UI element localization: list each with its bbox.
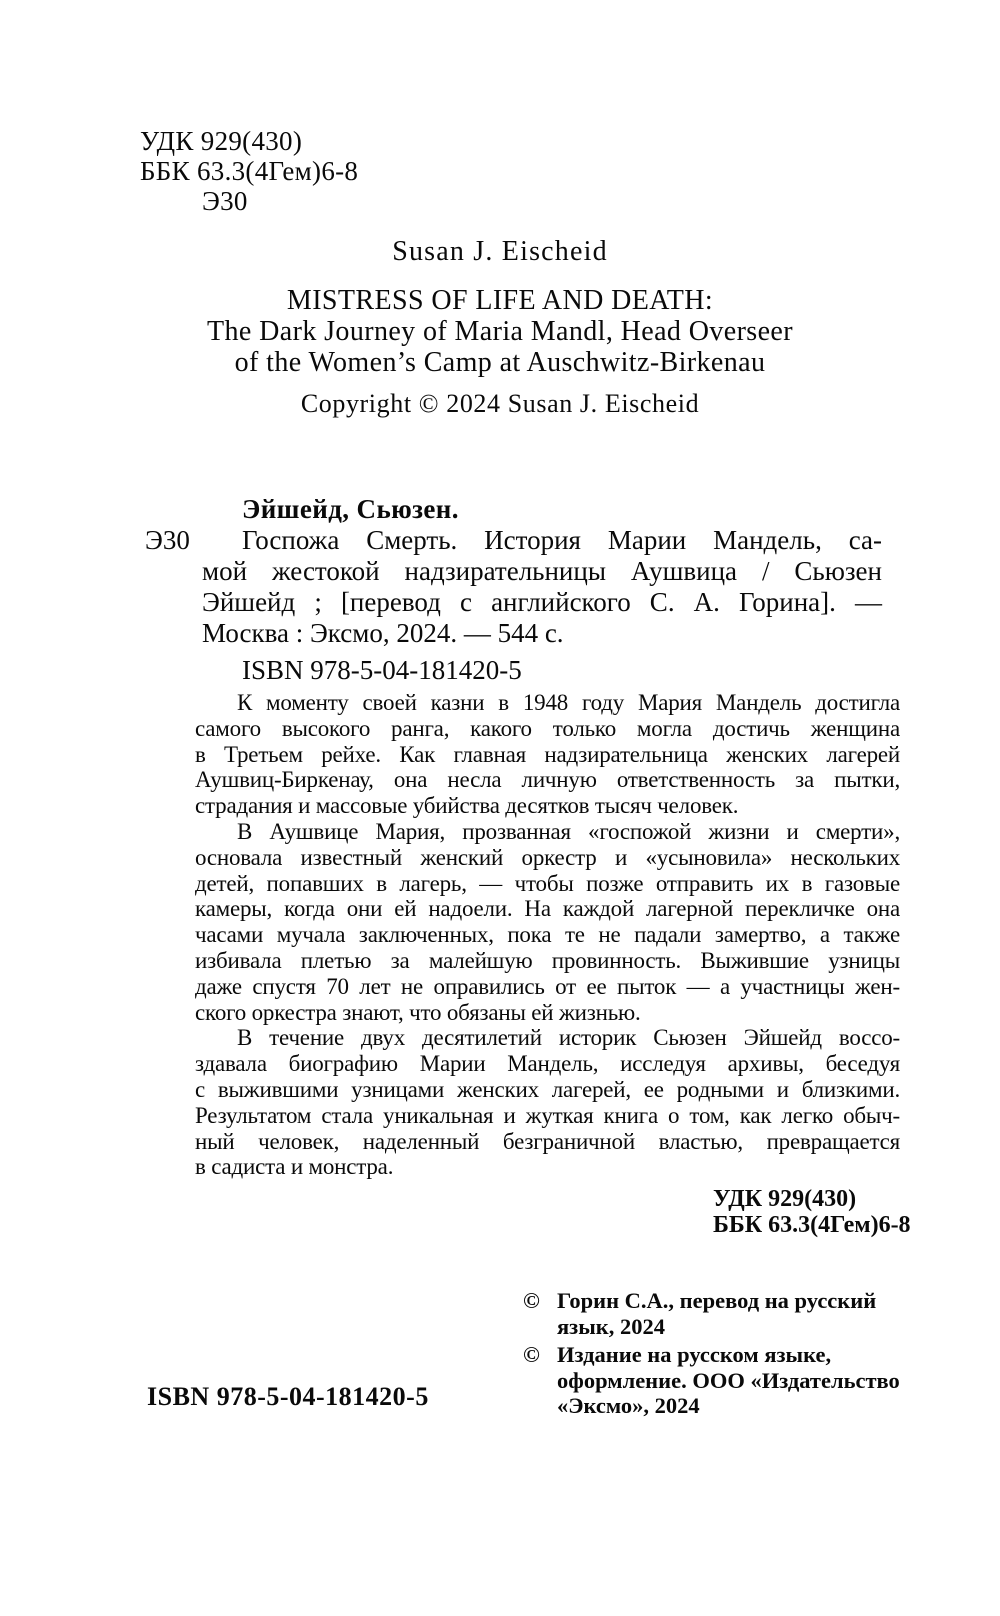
text-line: самого высокого ранга, какого только могла достичь женщина [195, 715, 900, 741]
udk-code-bottom: УДК 929(430) [713, 1186, 857, 1212]
credit-text [557, 1342, 913, 1419]
text-line: Результатом стала уникальная и жуткая книга о том, как легко обыч- [195, 1102, 900, 1128]
annotation-paragraph [195, 819, 900, 1025]
original-title-block [0, 236, 1000, 419]
original-copyright: Copyright © 2024 Susan J. Eischeid [300, 389, 700, 418]
text-line: оформление. ООО «Издательство [557, 1367, 900, 1393]
bbk-code-bottom: ББК 63.3(4Гем)6-8 [713, 1212, 911, 1238]
text-line: основала известный женский оркестр и «усыновила» нескольких [195, 844, 900, 870]
text-line: в садиста и монстра. [195, 1154, 394, 1180]
text-line: ского оркестра знают, что обязаны ей жизнью. [195, 999, 641, 1025]
copyright-credits [523, 1288, 913, 1419]
copyright-symbol: © [523, 1288, 540, 1313]
text-line: избивала плетью за малейшую провинность. Выжившие узницы [195, 947, 900, 973]
catalog-author-sign: Э30 [145, 525, 190, 555]
text-line: Издание на русском языке, [557, 1342, 832, 1367]
text-line: детей, попавших в лагерь, — чтобы позже отправить их в газовые [195, 870, 900, 896]
catalog-body [202, 494, 882, 686]
text-line: К моменту своей казни в 1948 году Мария Мандель достигла [237, 690, 900, 715]
text-line: «Эксмо», 2024 [557, 1393, 700, 1418]
text-line: Эйшейд ; [перевод с английского С. А. Горина]. — [202, 587, 882, 617]
copyright-symbol: © [523, 1342, 540, 1367]
bbk-code: ББК 63.3(4Гем)6-8 [140, 156, 359, 186]
catalog-card [145, 494, 882, 686]
text-line: Горин С.А., перевод на русский [557, 1288, 877, 1313]
text-line: мой жестокой надзирательницы Аушвица / Сьюзен [202, 556, 882, 586]
top-classification-codes [140, 126, 358, 216]
credit-item [523, 1288, 913, 1339]
text-line: MISTRESS OF LIFE AND DEATH: [286, 285, 714, 316]
text-line: часами мучала заключенных, пока те не падали замертво, а также [195, 922, 900, 948]
credit-item [523, 1342, 913, 1419]
text-line: The Dark Journey of Maria Mandl, Head Overseer [207, 316, 793, 347]
text-line: даже спустя 70 лет не оправились от ее пыток — а участницы жен- [195, 973, 900, 999]
text-line: страдания и массовые убийства десятков тысяч человек. [195, 793, 739, 819]
text-line: язык, 2024 [557, 1313, 665, 1339]
author-sign: Э30 [202, 186, 248, 216]
text-line: В Аушвице Мария, прозванная «госпожой жизни и смерти», [237, 818, 900, 844]
bottom-classification-codes [713, 1186, 911, 1238]
annotation-paragraph [195, 1025, 900, 1180]
text-line: с выжившими узницами женских лагерей, ее родными и близкими. [195, 1076, 900, 1102]
original-title [0, 285, 1000, 378]
credit-text [557, 1288, 913, 1339]
catalog-isbn: ISBN 978-5-04-181420-5 [242, 655, 522, 685]
text-line: of the Women’s Camp at Auschwitz-Birkenau [234, 347, 766, 378]
text-line: В течение двух десятилетий историк Сьюзен Эйшейд воссо- [237, 1025, 900, 1051]
catalog-description [202, 525, 882, 649]
text-line: камеры, когда они ей надоели. На каждой лагерной перекличке она [195, 896, 900, 922]
text-line: Аушвиц-Биркенау, она несла личную ответственность за пытки, [195, 767, 900, 793]
text-line: ный человек, наделенный безграничной властью, превращается [195, 1128, 900, 1154]
original-author: Susan J. Eischeid [392, 236, 608, 267]
annotation [195, 690, 900, 1180]
text-line: здавала биографию Марии Мандель, исследуя архивы, беседуя [195, 1051, 900, 1077]
udk-code: УДК 929(430) [140, 126, 303, 156]
text-line: Госпожа Смерть. История Марии Мандель, са- [242, 525, 882, 555]
annotation-paragraph [195, 690, 900, 819]
text-line: в Третьем рейхе. Как главная надзирательница женских лагерей [195, 741, 900, 767]
catalog-author-header: Эйшейд, Сьюзен. [242, 494, 459, 524]
text-line: Москва : Эксмо, 2024. — 544 с. [202, 618, 564, 648]
isbn-bottom: ISBN 978-5-04-181420-5 [147, 1382, 429, 1411]
